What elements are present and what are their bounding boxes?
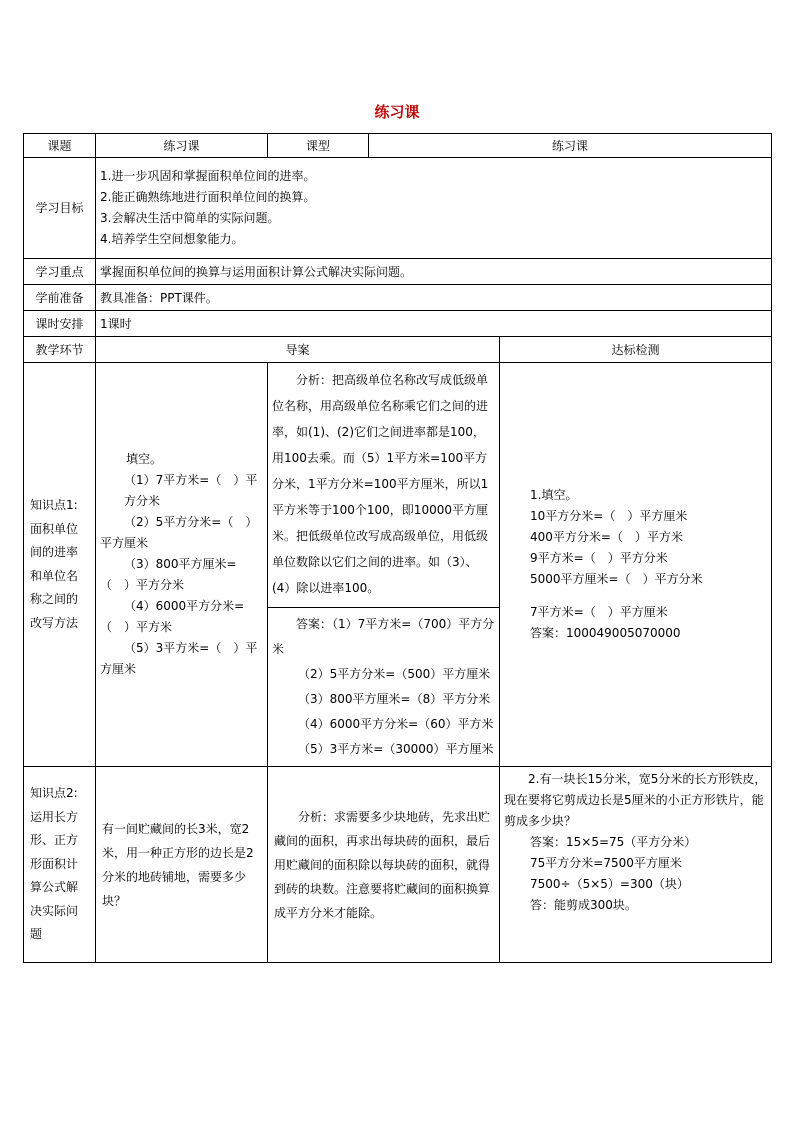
key-points-value: 掌握面积单位间的换算与运用面积计算公式解决实际问题。 xyxy=(96,259,772,285)
lesson-type-label: 课型 xyxy=(268,134,369,158)
objective-item: 3.会解决生活中简单的实际问题。 xyxy=(100,211,280,225)
objective-item: 4.培养学生空间想象能力。 xyxy=(100,232,244,246)
check-title: 1.填空。 xyxy=(530,488,578,502)
check-item: 9平方米=（ ）平方分米 xyxy=(530,551,668,565)
check-item: 10平方分米=（ ）平方厘米 xyxy=(530,509,688,523)
question-3: （3）800平方厘米=（ ）平方分米 xyxy=(100,557,237,592)
objective-item: 1.进一步巩固和掌握面积单位间的进率。 xyxy=(100,169,316,183)
question-5: （5）3平方米=（ ）平方厘米 xyxy=(100,641,258,676)
topic-value: 练习课 xyxy=(96,134,268,158)
check-item: 400平方分米=（ ）平方米 xyxy=(530,530,683,544)
key-points-label: 学习重点 xyxy=(24,259,96,285)
answer-line: （4）6000平方分米=（60）平方米 xyxy=(298,717,494,731)
page-title: 练习课 xyxy=(374,103,420,121)
section1-intro: 填空。 xyxy=(126,452,163,466)
section2-analysis: 分析：求需要多少块地砖，先求出贮藏间的面积，再求出每块砖的面积，最后用贮藏间的面积除以每块砖的面积，就得到砖的块数。注意要将贮藏间的面积换算成平方分米才能除。 xyxy=(274,809,491,920)
section1-guide xyxy=(268,363,500,767)
answer-line: （3）800平方厘米=（8）平方分米 xyxy=(298,692,491,706)
section1-questions xyxy=(96,363,268,767)
check-answer: 答案：100049005070000 xyxy=(530,626,681,640)
preparation-row xyxy=(24,285,772,311)
check-solution-line: 7500÷（5×5）=300（块） xyxy=(530,877,689,891)
question-4: （4）6000平方分米=（ ）平方米 xyxy=(100,599,245,634)
schedule-row xyxy=(24,311,772,337)
section1-check xyxy=(500,363,772,767)
key-points-row xyxy=(24,259,772,285)
check-item: 5000平方厘米=（ ）平方分米 xyxy=(530,572,703,586)
lesson-plan-table xyxy=(23,133,772,963)
question-1: （1）7平方米=（ ）平方分米 xyxy=(124,473,258,508)
section1-answers-block xyxy=(268,608,499,766)
answer-line: 答案：（1）7平方米=（700）平方分米 xyxy=(272,617,495,656)
section2-check xyxy=(500,767,772,963)
stage-column-header: 教学环节 xyxy=(24,337,96,363)
objectives-row xyxy=(24,158,772,259)
check-item: 7平方米=（ ）平方厘米 xyxy=(530,605,668,619)
knowledge-point-1-label: 知识点1:面积单位间的进率和单位名称之间的改写方法 xyxy=(30,498,79,630)
check-solution-line: 答案：15×5=75（平方分米） xyxy=(530,835,697,849)
schedule-value: 1课时 xyxy=(96,311,772,337)
preparation-value: 教具准备：PPT课件。 xyxy=(96,285,772,311)
section1-row xyxy=(24,363,772,767)
knowledge-point-1 xyxy=(24,363,96,767)
check-solution-line: 75平方分米=7500平方厘米 xyxy=(530,856,682,870)
knowledge-point-2 xyxy=(24,767,96,963)
topic-row xyxy=(24,134,772,158)
section2-problem-text: 有一间贮藏间的长3米，宽2米，用一种正方形的边长是2分米的地砖铺地，需要多少块？ xyxy=(102,821,254,908)
section2-row xyxy=(24,767,772,963)
check-column-header: 达标检测 xyxy=(500,337,772,363)
check-solution-line: 答：能剪成300块。 xyxy=(530,898,637,912)
section1-analysis-block xyxy=(268,363,499,608)
lesson-type-value: 练习课 xyxy=(369,134,772,158)
schedule-label: 课时安排 xyxy=(24,311,96,337)
guide-column-header: 导案 xyxy=(96,337,500,363)
section2-guide xyxy=(268,767,500,963)
objectives-label: 学习目标 xyxy=(24,158,96,259)
objectives-list xyxy=(96,158,772,259)
answer-line: （2）5平方分米=（500）平方厘米 xyxy=(298,667,491,681)
topic-label: 课题 xyxy=(24,134,96,158)
check-problem: 2.有一块长15分米，宽5分米的长方形铁皮，现在要将它剪成边长是5厘米的小正方形铁片，能剪成多少块？ xyxy=(504,772,767,828)
question-2: （2）5平方分米=（ ）平方厘米 xyxy=(100,515,258,550)
objective-item: 2.能正确熟练地进行面积单位间的换算。 xyxy=(100,190,316,204)
section2-problem xyxy=(96,767,268,963)
preparation-label: 学前准备 xyxy=(24,285,96,311)
knowledge-point-2-label: 知识点2:运用长方形、正方形面积计算公式解决实际问题 xyxy=(30,786,79,942)
column-header-row xyxy=(24,337,772,363)
section1-analysis: 分析：把高级单位名称改写成低级单位名称，用高级单位名称乘它们之间的进率，如(1)、(2)它们之间进率都是100，用100去乘。而（5）1平方米=100平方分米，1平方分米=100平方厘米，所以1平方米等于100个100，即10000平方厘米。把低级单位改写成高级单位，用低级单位数除以它们之间的进率。如（3）、(4）除以进率100。 xyxy=(272,373,489,595)
answer-line: （5）3平方米=（30000）平方厘米 xyxy=(298,742,494,756)
